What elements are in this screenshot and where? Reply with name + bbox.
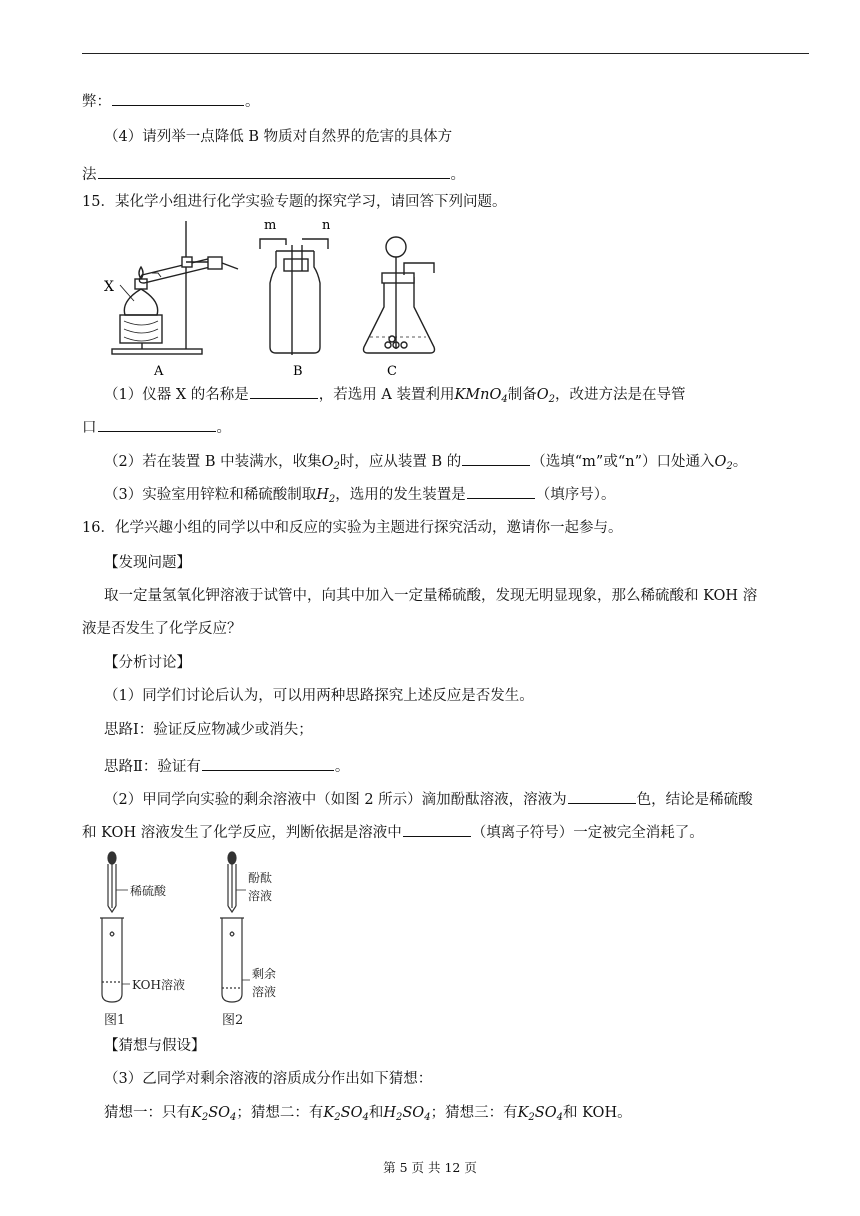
hypotheses (104, 1103, 632, 1123)
text: 和 KOH 溶液发生了化学反应，判断依据是溶液中 (82, 825, 402, 841)
text: 制备 (507, 387, 537, 403)
text: 。 (450, 167, 465, 183)
question-15-3 (104, 483, 616, 505)
heading-guess: 【猜想与假设】 (104, 1038, 206, 1054)
text: （3）实验室用锌粒和稀硫酸制取 (104, 487, 317, 503)
question-15-1 (104, 383, 686, 405)
question-16-title: 16．化学兴趣小组的同学以中和反应的实验为主题进行探究活动，邀请你一起参与。 (82, 520, 623, 536)
formula: SO (340, 1105, 363, 1121)
formula: SO (534, 1105, 557, 1121)
text: （2）甲同学向实验的剩余溶液中（如图 2 所示）滴加酚酞溶液，溶液为 (104, 792, 567, 808)
label-remaining: 剩余 (252, 967, 277, 981)
answer-line-disadvantage (82, 90, 260, 112)
formula: O (536, 387, 549, 403)
text: 色，结论是稀硫酸 (636, 792, 753, 808)
header-rule (82, 53, 809, 54)
question-16-3: （3）乙同学对剩余溶液的溶质成分作出如下猜想： (104, 1071, 433, 1087)
formula: KMnO (454, 387, 502, 403)
stand-base (112, 349, 202, 354)
question-16-2-cont (82, 821, 704, 843)
text: （填离子符号）一定被完全消耗了。 (471, 825, 704, 841)
question-16-1: （1）同学们讨论后认为，可以用两种思路探究上述反应是否发生。 (104, 688, 534, 704)
text: 和 (368, 1105, 384, 1121)
question-16-2 (104, 788, 753, 810)
label-solution: 溶液 (248, 889, 273, 903)
question-15-title: 15．某化学小组进行化学实验专题的探究学习，请回答下列问题。 (82, 194, 507, 210)
caption-fig1: 图1 (104, 1013, 126, 1028)
answer-blank[interactable] (403, 821, 471, 837)
subscript: 4 (362, 1112, 369, 1123)
text: （2）若在装置 B 中装满水，收集 (104, 454, 322, 470)
wood-block (120, 315, 162, 343)
answer-blank[interactable] (202, 755, 334, 771)
text: ，改进方法是在导管 (555, 387, 686, 403)
subscript: 2 (548, 394, 556, 405)
subscript: 2 (334, 1112, 341, 1123)
label-solution: 溶液 (252, 985, 277, 999)
text: 口 (82, 420, 97, 436)
answer-line-method (82, 163, 465, 185)
funnel-bulb (386, 237, 406, 257)
answer-blank[interactable] (250, 383, 318, 399)
text: 。 (732, 454, 748, 470)
apparatus-figure-abc (98, 215, 438, 377)
page-footer: 第 5 页 共 12 页 (383, 1160, 477, 1175)
label-b: B (293, 364, 303, 377)
titration-figure (98, 848, 308, 1030)
subscript: 4 (230, 1112, 237, 1123)
dropper-bulb (228, 852, 236, 864)
subscript: 2 (528, 1112, 535, 1123)
formula: K (323, 1105, 335, 1121)
formula: K (517, 1105, 529, 1121)
text: ；猜想二：有 (236, 1105, 324, 1121)
text: 。 (334, 759, 350, 775)
formula: O (321, 454, 334, 470)
formula: K (191, 1105, 202, 1121)
text: 和 KOH。 (563, 1105, 632, 1121)
test-tube (222, 918, 242, 1002)
text: ；猜想三：有 (430, 1105, 518, 1121)
text: 时，应从装置 B 的 (339, 454, 462, 470)
caption-fig2: 图2 (222, 1013, 244, 1028)
label-a: A (154, 364, 164, 377)
idea-2 (104, 755, 349, 777)
formula: O (714, 454, 727, 470)
answer-blank[interactable] (98, 163, 450, 179)
text: 。 (245, 94, 260, 110)
label-phenolphthalein: 酚酞 (248, 871, 273, 885)
paragraph: 取一定量氢氧化钾溶液于试管中，向其中加入一定量稀硫酸，发现无明显现象，那么稀硫酸和 KOH 溶 (104, 588, 758, 604)
heading-find-problem: 【发现问题】 (104, 555, 191, 571)
subscript: 4 (501, 394, 508, 405)
idea-1: 思路Ⅰ：验证反应物减少或消失； (104, 722, 313, 738)
question-15-2 (104, 450, 747, 472)
label-x: X (104, 279, 114, 295)
text: 。 (216, 420, 231, 436)
label-n: n (322, 218, 331, 233)
subscript: 4 (556, 1112, 563, 1123)
question-15-1-cont (82, 416, 231, 438)
answer-blank[interactable] (568, 788, 636, 804)
text: ，若选用 A 装置利用 (318, 387, 455, 403)
text: （1）仪器 X 的名称是 (104, 387, 249, 403)
label-c: C (387, 364, 397, 377)
answer-blank[interactable] (98, 416, 216, 432)
heading-analyze: 【分析讨论】 (104, 655, 191, 671)
formula: SO (208, 1105, 231, 1121)
test-tube (102, 918, 122, 1002)
answer-blank[interactable] (467, 483, 535, 499)
formula: H (316, 487, 329, 503)
text: （选填“m”或“n”）口处通入 (531, 454, 715, 470)
paragraph: 液是否发生了化学反应？ (82, 621, 242, 637)
label-m: m (264, 218, 277, 233)
dropper-bulb (108, 852, 116, 864)
label-koh: KOH溶液 (132, 978, 185, 992)
text: 猜想一：只有 (104, 1105, 191, 1121)
subscript: 2 (726, 461, 733, 472)
text: ，选用的发生装置是 (335, 487, 466, 503)
formula: H (383, 1105, 396, 1121)
formula: SO (402, 1105, 425, 1121)
subscript: 2 (396, 1112, 403, 1123)
answer-blank[interactable] (462, 450, 530, 466)
text: 法 (82, 167, 97, 183)
answer-blank[interactable] (112, 90, 244, 106)
conical-flask (364, 277, 435, 353)
text: 弊： (82, 94, 111, 110)
subscript: 2 (328, 494, 336, 505)
subscript: 2 (333, 461, 340, 472)
text: 思路Ⅱ：验证有 (104, 759, 201, 775)
text: （填序号）。 (535, 487, 616, 503)
question-14-4: （4）请列举一点降低 B 物质对自然界的危害的具体方 (104, 129, 453, 145)
alcohol-lamp (124, 289, 157, 315)
subscript: 4 (424, 1112, 431, 1123)
subscript: 2 (201, 1112, 209, 1123)
label-acid: 稀硫酸 (130, 884, 167, 898)
